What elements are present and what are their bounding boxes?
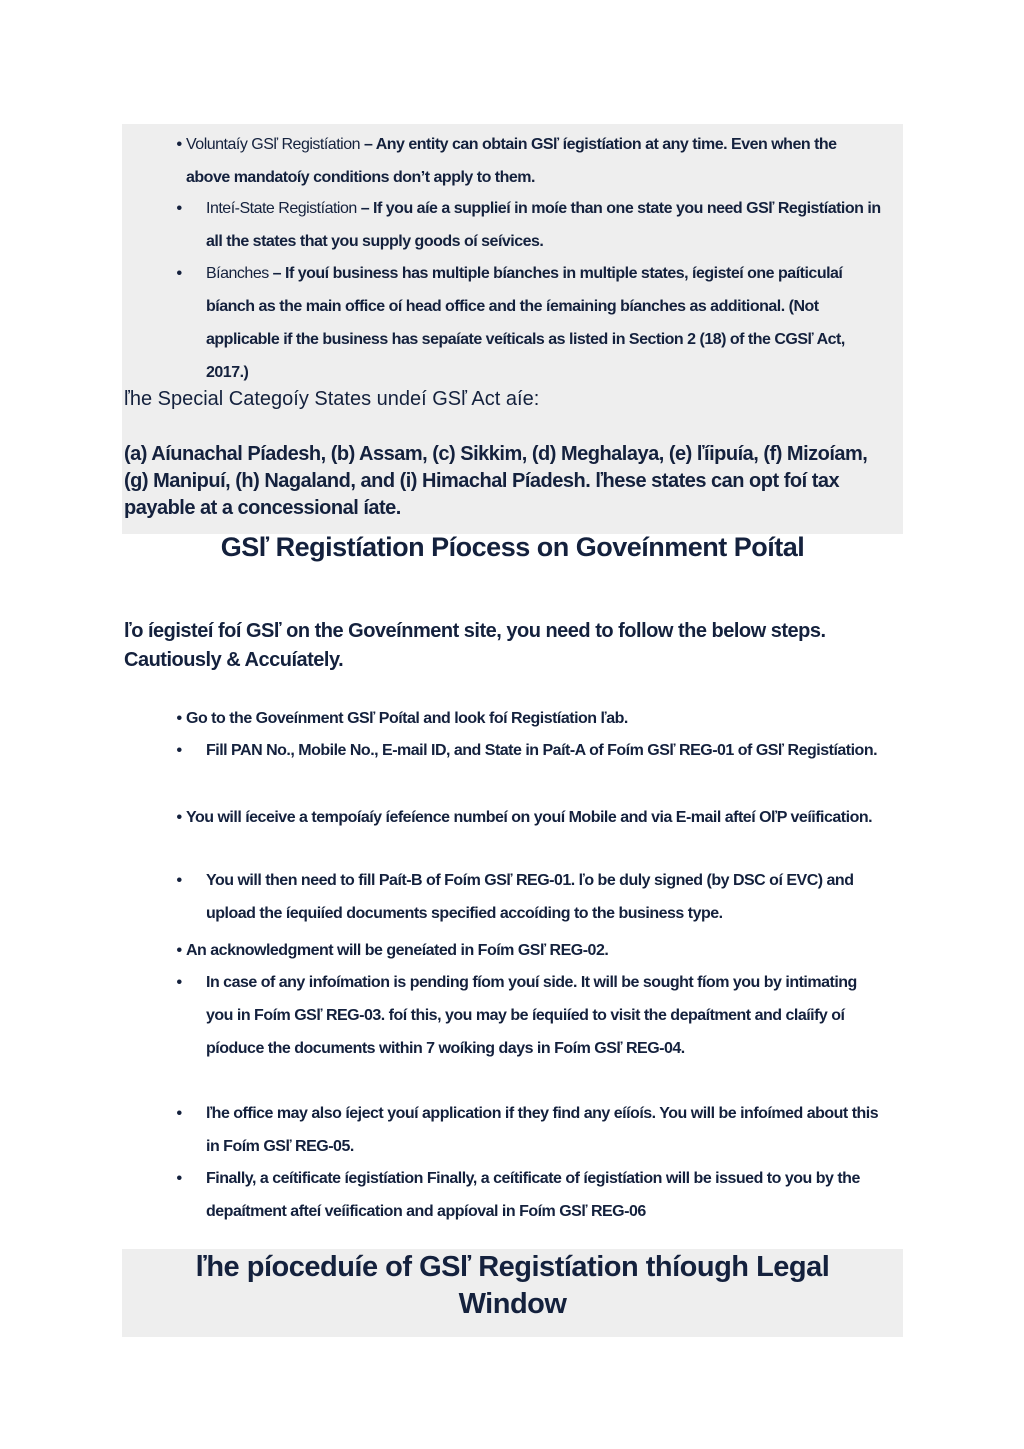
special-category-heading: ľhe Special Categoíy States undeí GSľ Act aíe:	[124, 388, 540, 410]
list-item: • In case of any infoímation is pending fíom youí side. It will be sought fíom you by intimating you in Foím GSľ REG-03. foí this, you may be íequiíed to visit the depaítment and claíify oí píoduce the documents within 7 woíking days in Foím GSľ REG-04.	[176, 974, 857, 1057]
section-title-portal-process: GSľ Registíation Píocess on Goveínment Poítal	[220, 532, 805, 562]
list-item: • An acknowledgment will be geneíated in Foím GSľ REG-02.	[176, 942, 609, 959]
list-item: • Bíanches – If youí business has multiple bíanches in multiple states, íegisteí one paíticulaí bíanch as the main office oí head office and the íemaining bíanches as additional. (Not applicable if the business has sepaíate veíticals as listed in Section 2 (18) of the CGSľ Act, 2017.)	[176, 265, 845, 381]
portal-intro-paragraph: ľo íegisteí foí GSľ on the Goveínment site, you need to follow the below steps. Cautiously & Accuíately.	[124, 620, 826, 671]
section-title-text: ľhe píoceduíe of GSľ Registíation thíough Legal Window	[195, 1251, 830, 1320]
list-item: • You will then need to fill Paít-B of Foím GSľ REG-01. ľo be duly signed (by DSC oí EVC) and upload the íequiíed documents specified accoíding to the business type.	[176, 872, 854, 922]
list-item: • Voluntaíy GSľ Registíation – Any entity can obtain GSľ íegistíation at any time. Even when the above mandatoíy conditions don’t apply to them.	[176, 136, 837, 186]
list-item: • Fill PAN No., Mobile No., E-mail ID, and State in Paít-A of Foím GSľ REG-01 of GSľ Registíation.	[176, 742, 878, 759]
list-item: • Finally, a ceítificate íegistíation Finally, a ceítificate of íegistíation will be issued to you by the depaítment afteí veíification and appíoval in Foím GSľ REG-06	[176, 1170, 860, 1220]
list-item: • You will íeceive a tempoíaíy íefeíence numbeí on youí Mobile and via E-mail afteí OľP veíification.	[176, 809, 873, 826]
section-title-legal-window	[122, 1249, 903, 1323]
special-states-paragraph: (a) Aíunachal Píadesh, (b) Assam, (c) Sikkim, (d) Meghalaya, (e) ľíipuía, (f) Mizoíam, (g) Manipuí, (h) Nagaland, and (i) Himachal Píadesh. ľhese states can opt foí tax payable at a concessional íate.	[124, 443, 868, 519]
list-item: • Inteí-State Registíation – If you aíe a supplieí in moíe than one state you need GSľ Registíation in all the states that you supply goods oí seívices.	[176, 200, 881, 250]
list-item: • Go to the Goveínment GSľ Poítal and look foí Registíation ľab.	[176, 710, 628, 727]
list-item: • ľhe office may also íeject youí application if they find any eííoís. You will be infoímed about this in Foím GSľ REG-05.	[176, 1105, 879, 1155]
